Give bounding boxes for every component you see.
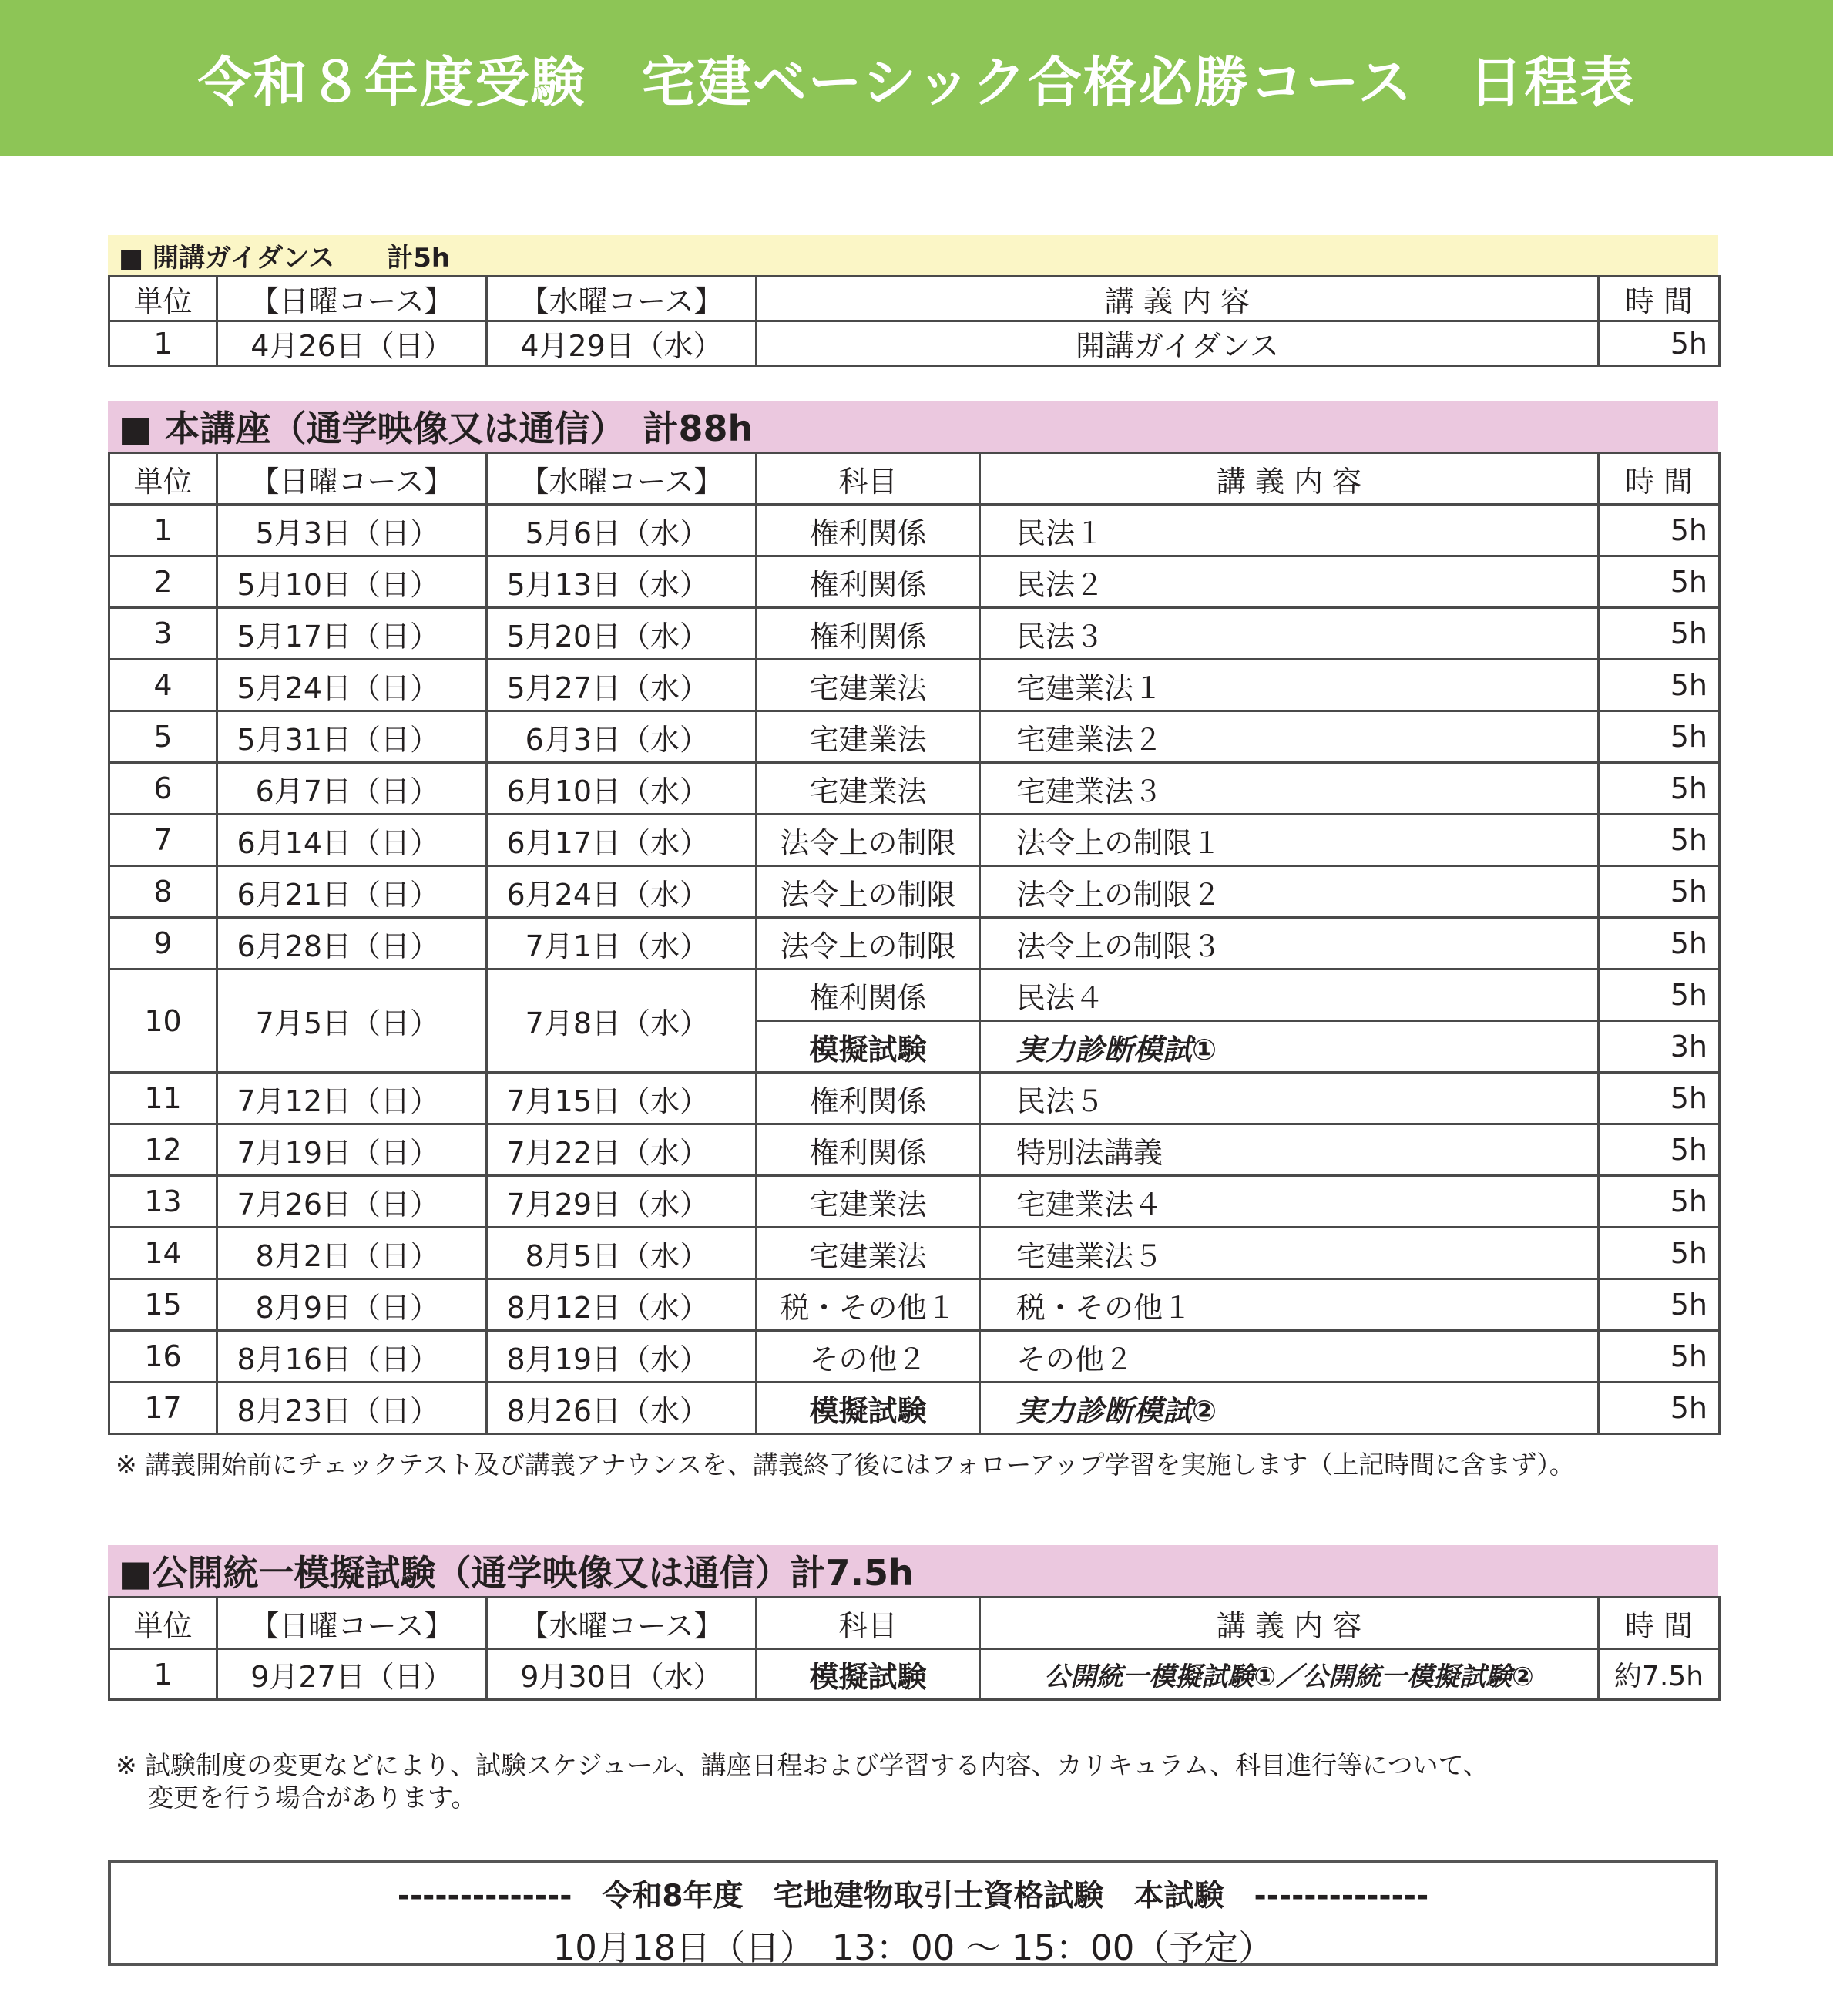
header-unit: 単位 (109, 277, 217, 321)
content-cell: 民法５ (980, 1073, 1599, 1124)
subject-cell: その他２ (757, 1331, 980, 1383)
subject-cell: 宅建業法 (757, 711, 980, 763)
content-cell: 民法３ (980, 608, 1599, 660)
sunday-date-cell: 5月24日（日） (217, 660, 487, 711)
table-row (109, 1279, 1720, 1331)
hours-cell: 5h (1599, 660, 1720, 711)
hours-cell: 5h (1599, 1279, 1720, 1331)
content-cell: 公開統一模擬試験①／公開統一模擬試験② (980, 1649, 1599, 1700)
content-cell: 税・その他１ (980, 1279, 1599, 1331)
sunday-date-cell: 6月14日（日） (217, 815, 487, 866)
content-cell: 宅建業法２ (980, 711, 1599, 763)
content-cell: 宅建業法４ (980, 1176, 1599, 1228)
unit-cell: 7 (109, 815, 217, 866)
sunday-date-cell: 7月5日（日） (217, 969, 487, 1073)
title-banner (0, 0, 1833, 156)
unit-cell: 1 (109, 1649, 217, 1700)
unit-cell: 2 (109, 556, 217, 608)
content-cell: 実力診断模試② (980, 1383, 1599, 1434)
subject-cell: 模擬試験 (757, 1649, 980, 1700)
sunday-date-cell: 8月9日（日） (217, 1279, 487, 1331)
notice-line-1: ※ 試験制度の変更などにより、試験スケジュール、講座日程および学習する内容、カリキュラム、科目進行等について、 (116, 1750, 1489, 1780)
header-content: 講 義 内 容 (980, 1598, 1599, 1649)
table-row (109, 1331, 1720, 1383)
unit-cell: 12 (109, 1124, 217, 1176)
unit-cell: 17 (109, 1383, 217, 1434)
table-row (109, 1649, 1720, 1700)
subject-cell: 法令上の制限 (757, 866, 980, 918)
wednesday-date-cell: 5月27日（水） (487, 660, 757, 711)
header-hours: 時 間 (1599, 453, 1720, 505)
sunday-date-cell: 7月19日（日） (217, 1124, 487, 1176)
header-hours: 時 間 (1599, 277, 1720, 321)
header-unit: 単位 (109, 1598, 217, 1649)
unit-cell: 5 (109, 711, 217, 763)
header-hours: 時 間 (1599, 1598, 1720, 1649)
wednesday-date-cell: 7月1日（水） (487, 918, 757, 969)
table-row (109, 1176, 1720, 1228)
table-row (109, 918, 1720, 969)
header-content: 講 義 内 容 (757, 277, 1599, 321)
subject-cell: 権利関係 (757, 556, 980, 608)
unit-cell: 1 (109, 505, 217, 556)
content-cell: 民法４ (980, 969, 1599, 1021)
wednesday-date-cell: 8月5日（水） (487, 1228, 757, 1279)
page-title: 令和８年度受験 宅建ベーシック合格必勝コース 日程表 (197, 51, 1636, 114)
wednesday-date-cell: 5月13日（水） (487, 556, 757, 608)
table-row (109, 1228, 1720, 1279)
table-row (109, 556, 1720, 608)
unit-cell: 10 (109, 969, 217, 1073)
unit-cell: 11 (109, 1073, 217, 1124)
subject-cell: 宅建業法 (757, 660, 980, 711)
hours-cell: 5h (1599, 1228, 1720, 1279)
unit-cell: 13 (109, 1176, 217, 1228)
header-sunday-course: 【日曜コース】 (217, 277, 487, 321)
sunday-date-cell: 5月10日（日） (217, 556, 487, 608)
hours-cell: 5h (1599, 1124, 1720, 1176)
subject-cell: 宅建業法 (757, 763, 980, 815)
unit-cell: 8 (109, 866, 217, 918)
main-header-row (109, 453, 1720, 505)
table-row (109, 1073, 1720, 1124)
unit-cell: 4 (109, 660, 217, 711)
header-wednesday-course: 【水曜コース】 (487, 453, 757, 505)
final-exam-box (108, 1860, 1718, 1966)
main-course-table (108, 452, 1721, 1435)
wednesday-date-cell: 7月22日（水） (487, 1124, 757, 1176)
content-cell: その他２ (980, 1331, 1599, 1383)
final-exam-title: -------------- 令和8年度 宅地建物取引士資格試験 本試験 -------------- (397, 1879, 1429, 1914)
hours-cell: 5h (1599, 918, 1720, 969)
content-cell: 法令上の制限１ (980, 815, 1599, 866)
header-unit: 単位 (109, 453, 217, 505)
content-cell: 法令上の制限２ (980, 866, 1599, 918)
content-cell: 宅建業法３ (980, 763, 1599, 815)
mock-exam-table (108, 1596, 1721, 1701)
table-row (109, 969, 1720, 1021)
guidance-header-row (109, 277, 1720, 321)
content-cell: 宅建業法５ (980, 1228, 1599, 1279)
wednesday-date-cell: 8月19日（水） (487, 1331, 757, 1383)
sunday-date-cell: 5月3日（日） (217, 505, 487, 556)
wednesday-date-cell: 5月20日（水） (487, 608, 757, 660)
content-cell: 特別法講義 (980, 1124, 1599, 1176)
hours-cell: 3h (1599, 1021, 1720, 1073)
sunday-date-cell: 6月21日（日） (217, 866, 487, 918)
subject-cell: 権利関係 (757, 505, 980, 556)
header-sunday-course: 【日曜コース】 (217, 1598, 487, 1649)
table-row (109, 660, 1720, 711)
unit-cell: 6 (109, 763, 217, 815)
mock-exam-section (108, 1545, 1718, 1701)
sunday-date-cell: 6月28日（日） (217, 918, 487, 969)
final-exam-datetime: 10月18日（日） 13：00 ～ 15：00（予定） (552, 1927, 1274, 1968)
header-subject: 科目 (757, 453, 980, 505)
subject-cell: 宅建業法 (757, 1176, 980, 1228)
lecture-note: ※ 講義開始前にチェックテスト及び講義アナウンスを、講義終了後にはフォローアップ学習を実施します（上記時間に含まず）。 (116, 1450, 1575, 1480)
sunday-date-cell: 4月26日（日） (217, 321, 487, 366)
guidance-heading: ■ 開講ガイダンス 計5h (108, 235, 1718, 275)
wednesday-date-cell: 4月29日（水） (487, 321, 757, 366)
table-row (109, 1124, 1720, 1176)
content-cell: 開講ガイダンス (757, 321, 1599, 366)
header-sunday-course: 【日曜コース】 (217, 453, 487, 505)
mock-exam-heading: ■公開統一模擬試験（通学映像又は通信）計7.5h (108, 1545, 1718, 1596)
hours-cell: 約7.5h (1599, 1649, 1720, 1700)
table-row (109, 866, 1720, 918)
hours-cell: 5h (1599, 815, 1720, 866)
table-row (109, 815, 1720, 866)
content-cell: 民法２ (980, 556, 1599, 608)
content-cell: 実力診断模試① (980, 1021, 1599, 1073)
unit-cell: 3 (109, 608, 217, 660)
subject-cell: 権利関係 (757, 969, 980, 1021)
subject-cell: 法令上の制限 (757, 918, 980, 969)
sunday-date-cell: 9月27日（日） (217, 1649, 487, 1700)
notice-line-2: 変更を行う場合があります。 (148, 1782, 477, 1813)
header-content: 講 義 内 容 (980, 453, 1599, 505)
hours-cell: 5h (1599, 608, 1720, 660)
subject-cell: 税・その他１ (757, 1279, 980, 1331)
table-row (109, 321, 1720, 366)
wednesday-date-cell: 8月26日（水） (487, 1383, 757, 1434)
header-subject: 科目 (757, 1598, 980, 1649)
hours-cell: 5h (1599, 969, 1720, 1021)
wednesday-date-cell: 7月29日（水） (487, 1176, 757, 1228)
table-row (109, 711, 1720, 763)
wednesday-date-cell: 6月10日（水） (487, 763, 757, 815)
unit-cell: 16 (109, 1331, 217, 1383)
sunday-date-cell: 7月26日（日） (217, 1176, 487, 1228)
hours-cell: 5h (1599, 711, 1720, 763)
main-course-section (108, 401, 1718, 1435)
guidance-table (108, 275, 1721, 367)
subject-cell: 権利関係 (757, 1073, 980, 1124)
unit-cell: 1 (109, 321, 217, 366)
hours-cell: 5h (1599, 1176, 1720, 1228)
sunday-date-cell: 8月16日（日） (217, 1331, 487, 1383)
wednesday-date-cell: 9月30日（水） (487, 1649, 757, 1700)
subject-cell: 法令上の制限 (757, 815, 980, 866)
table-row (109, 608, 1720, 660)
schedule-change-notice (116, 1749, 1489, 1814)
hours-cell: 5h (1599, 505, 1720, 556)
sunday-date-cell: 8月2日（日） (217, 1228, 487, 1279)
subject-cell: 模擬試験 (757, 1021, 980, 1073)
mock-header-row (109, 1598, 1720, 1649)
content-cell: 宅建業法１ (980, 660, 1599, 711)
hours-cell: 5h (1599, 321, 1720, 366)
wednesday-date-cell: 8月12日（水） (487, 1279, 757, 1331)
table-row (109, 505, 1720, 556)
wednesday-date-cell: 6月17日（水） (487, 815, 757, 866)
guidance-section (108, 235, 1718, 367)
subject-cell: 権利関係 (757, 1124, 980, 1176)
sunday-date-cell: 5月17日（日） (217, 608, 487, 660)
subject-cell: 宅建業法 (757, 1228, 980, 1279)
main-course-heading: ■ 本講座（通学映像又は通信） 計88h (108, 401, 1718, 452)
sunday-date-cell: 7月12日（日） (217, 1073, 487, 1124)
wednesday-date-cell: 6月3日（水） (487, 711, 757, 763)
content-cell: 民法１ (980, 505, 1599, 556)
header-wednesday-course: 【水曜コース】 (487, 1598, 757, 1649)
sunday-date-cell: 6月7日（日） (217, 763, 487, 815)
hours-cell: 5h (1599, 1383, 1720, 1434)
unit-cell: 9 (109, 918, 217, 969)
header-wednesday-course: 【水曜コース】 (487, 277, 757, 321)
wednesday-date-cell: 5月6日（水） (487, 505, 757, 556)
unit-cell: 14 (109, 1228, 217, 1279)
content-cell: 法令上の制限３ (980, 918, 1599, 969)
sunday-date-cell: 8月23日（日） (217, 1383, 487, 1434)
hours-cell: 5h (1599, 1331, 1720, 1383)
sunday-date-cell: 5月31日（日） (217, 711, 487, 763)
table-row (109, 763, 1720, 815)
wednesday-date-cell: 7月8日（水） (487, 969, 757, 1073)
subject-cell: 権利関係 (757, 608, 980, 660)
wednesday-date-cell: 6月24日（水） (487, 866, 757, 918)
subject-cell: 模擬試験 (757, 1383, 980, 1434)
hours-cell: 5h (1599, 1073, 1720, 1124)
hours-cell: 5h (1599, 556, 1720, 608)
unit-cell: 15 (109, 1279, 217, 1331)
hours-cell: 5h (1599, 763, 1720, 815)
hours-cell: 5h (1599, 866, 1720, 918)
wednesday-date-cell: 7月15日（水） (487, 1073, 757, 1124)
table-row (109, 1383, 1720, 1434)
